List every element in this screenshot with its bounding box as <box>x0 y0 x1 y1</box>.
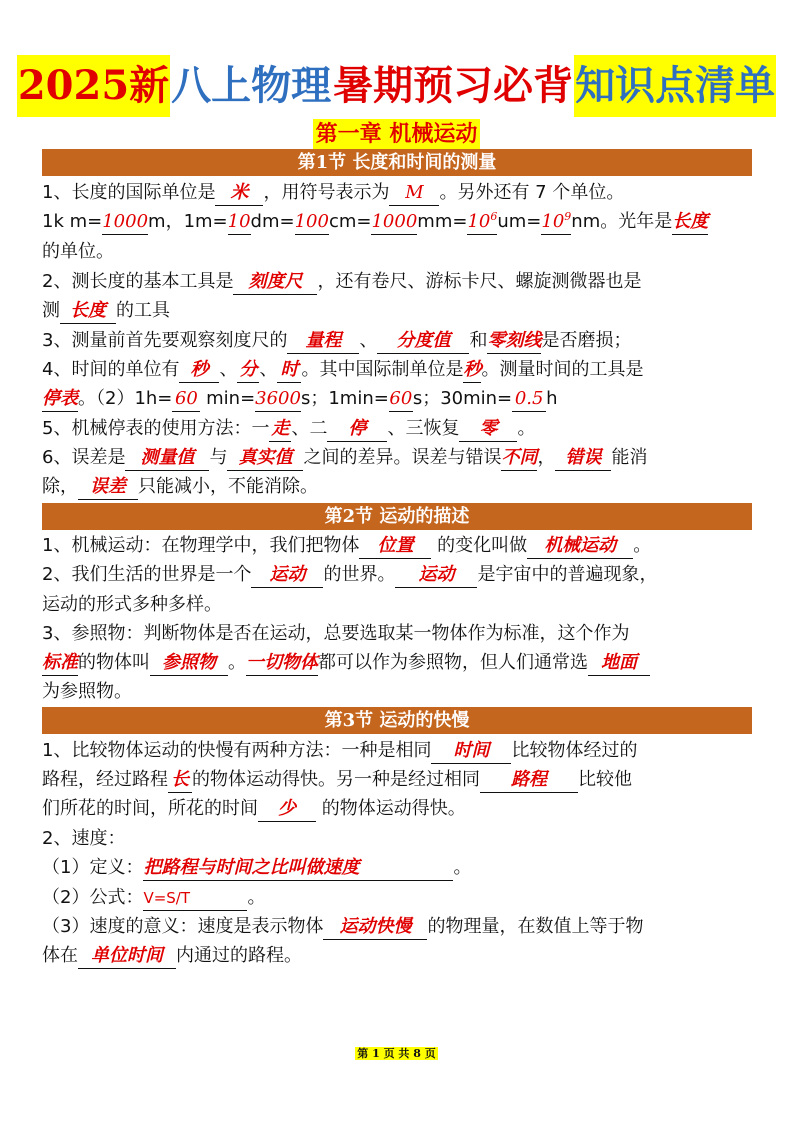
s3-q2-meaning: （3）速度的意义：速度是表示物体 运动快慢 的物理量，在数值上等于物 <box>42 913 643 941</box>
s3-q1-c: 们所花的时间，所花的时间 少 的物体运动得快。 <box>42 795 466 823</box>
s1-q3: 3、测量前首先要观察刻度尺的 量程 、 分度值 和零刻线是否磨损； <box>42 327 631 355</box>
title-part-subject: 八上物理 <box>171 62 332 109</box>
s1-q1-units: 1k m=1000m，$1m=10dm=100cm=1000mm=10^6um=10^9nm$。光年是长度 <box>42 208 708 236</box>
chapter-heading: 第一章 机械运动 <box>0 119 793 149</box>
s3-q2-formula: （2）公式：V=S/T 。 <box>42 884 265 912</box>
s3-q1: 1、比较物体运动的快慢有两种方法：一种是相同 时间 比较物体经过的 <box>42 737 637 765</box>
section-2-header: 第2节 运动的描述 <box>42 503 752 530</box>
page-footer: 第 1 页 共 8 页 <box>357 1047 436 1060</box>
s2-q2: 2、我们生活的世界是一个 运动 的世界。 运动 是宇宙中的普遍现象， <box>42 561 657 589</box>
s2-q3: 3、参照物：判断物体是否在运动，总要选取某一物体作为标准，这个作为 <box>42 623 630 644</box>
section-3-header: 第3节 运动的快慢 <box>42 707 752 734</box>
s1-q5: 5、机械停表的使用方法：一 走 、二 停 、三恢复 零 。 <box>42 415 535 443</box>
s1-q4-b: 停表。（2）1h= 60 min=3600s；1min=60s；30min= 0.5 h <box>42 385 558 413</box>
s1-q6-b: 除， 误差 只能减小，不能消除。 <box>42 473 318 501</box>
s2-q3-c: 为参照物。 <box>42 681 132 702</box>
s3-q2-definition: （1）定义：把路程与时间之比叫做速度 。 <box>42 854 471 882</box>
section-1-header: 第1节 长度和时间的测量 <box>42 149 752 176</box>
s1-q2-b: 测 长度 的工具 <box>42 297 170 325</box>
s1-q1: 1、长度的国际单位是 米 ，用符号表示为 M 。另外还有 7 个单位。 <box>42 179 624 207</box>
page-title <box>0 55 793 117</box>
s3-q1-b: 路程，经过路程 长 的物体运动得快。另一种是经过相同 路程 比较他 <box>42 766 632 794</box>
s1-q1-tail: 的单位。 <box>42 241 114 262</box>
s3-q2-meaning-b: 体在 单位时间 内通过的路程。 <box>42 942 302 970</box>
s2-q3-b: 标准的物体叫 参照物 。一切物体都可以作为参照物，但人们通常选 地面 <box>42 649 650 677</box>
title-part-checklist: 知识点清单 <box>574 55 776 117</box>
s1-q6: 6、误差是 测量值 与 真实值 之间的差异。误差与错误不同， 错误 能消 <box>42 444 647 472</box>
title-part-year: 2025新 <box>17 55 170 117</box>
title-part-summer: 暑期预习必背 <box>333 62 574 109</box>
s1-q4: 4、时间的单位有 秒 、 分 、 时 。其中国际制单位是秒。测量时间的工具是 <box>42 356 643 384</box>
s1-q2: 2、测长度的基本工具是 刻度尺 ，还有卷尺、游标卡尺、螺旋测微器也是 <box>42 268 641 296</box>
s2-q2-b: 运动的形式多种多样。 <box>42 594 222 615</box>
s2-q1: 1、机械运动：在物理学中，我们把物体 位置 的变化叫做 机械运动 。 <box>42 532 651 560</box>
s3-q2: 2、速度： <box>42 828 126 849</box>
